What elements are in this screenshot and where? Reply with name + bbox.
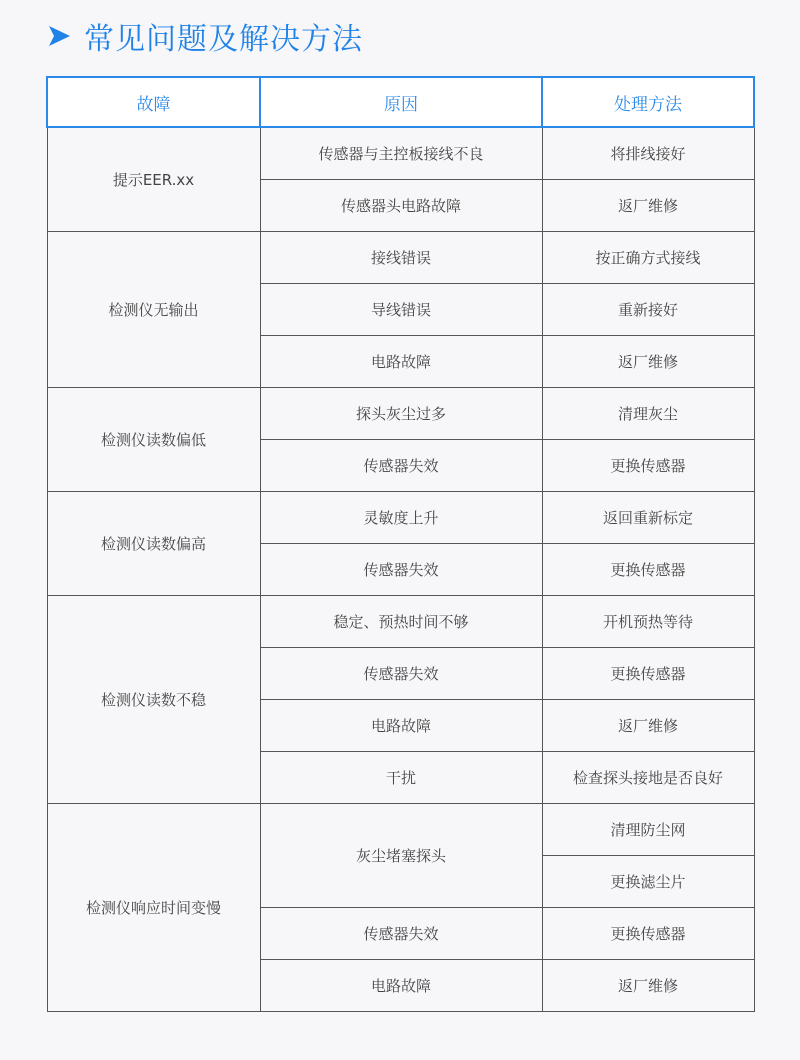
cause-cell: 接线错误 bbox=[260, 232, 542, 284]
solution-cell: 返厂维修 bbox=[542, 700, 754, 752]
table-row bbox=[47, 127, 754, 180]
table-header-row bbox=[47, 77, 754, 127]
fault-cell: 检测仪读数偏高 bbox=[47, 492, 260, 596]
cause-cell: 传感器与主控板接线不良 bbox=[260, 127, 542, 180]
solution-cell: 开机预热等待 bbox=[542, 596, 754, 648]
header-fault: 故障 bbox=[47, 77, 260, 127]
solution-cell: 更换传感器 bbox=[542, 544, 754, 596]
section-header bbox=[46, 14, 363, 58]
solution-cell: 返回重新标定 bbox=[542, 492, 754, 544]
cause-cell: 稳定、预热时间不够 bbox=[260, 596, 542, 648]
fault-cell: 检测仪读数不稳 bbox=[47, 596, 260, 804]
cause-cell: 探头灰尘过多 bbox=[260, 388, 542, 440]
solution-cell: 更换传感器 bbox=[542, 648, 754, 700]
solution-cell: 更换滤尘片 bbox=[542, 856, 754, 908]
cause-cell: 导线错误 bbox=[260, 284, 542, 336]
page-title: 常见问题及解决方法 bbox=[84, 22, 363, 57]
cause-cell: 传感器失效 bbox=[260, 440, 542, 492]
cause-cell: 传感器失效 bbox=[260, 544, 542, 596]
solution-cell: 返厂维修 bbox=[542, 960, 754, 1012]
cause-cell: 传感器失效 bbox=[260, 908, 542, 960]
solution-cell: 按正确方式接线 bbox=[542, 232, 754, 284]
faq-table bbox=[46, 76, 755, 1012]
solution-cell: 清理灰尘 bbox=[542, 388, 754, 440]
solution-cell: 检查探头接地是否良好 bbox=[542, 752, 754, 804]
cause-cell: 干扰 bbox=[260, 752, 542, 804]
table-row bbox=[47, 596, 754, 648]
table-row bbox=[47, 804, 754, 856]
table-row bbox=[47, 492, 754, 544]
solution-cell: 更换传感器 bbox=[542, 908, 754, 960]
cause-cell: 电路故障 bbox=[260, 700, 542, 752]
table-row bbox=[47, 388, 754, 440]
cause-cell: 灵敏度上升 bbox=[260, 492, 542, 544]
header-solution: 处理方法 bbox=[542, 77, 754, 127]
play-arrow-icon bbox=[46, 23, 72, 49]
table-row bbox=[47, 232, 754, 284]
cause-cell: 电路故障 bbox=[260, 960, 542, 1012]
cause-cell: 灰尘堵塞探头 bbox=[260, 804, 542, 908]
cause-cell: 传感器头电路故障 bbox=[260, 180, 542, 232]
fault-cell: 提示EER.xx bbox=[47, 127, 260, 232]
solution-cell: 将排线接好 bbox=[542, 127, 754, 180]
fault-cell: 检测仪无输出 bbox=[47, 232, 260, 388]
solution-cell: 清理防尘网 bbox=[542, 804, 754, 856]
solution-cell: 重新接好 bbox=[542, 284, 754, 336]
header-cause: 原因 bbox=[260, 77, 542, 127]
cause-cell: 电路故障 bbox=[260, 336, 542, 388]
fault-cell: 检测仪响应时间变慢 bbox=[47, 804, 260, 1012]
fault-cell: 检测仪读数偏低 bbox=[47, 388, 260, 492]
cause-cell: 传感器失效 bbox=[260, 648, 542, 700]
solution-cell: 返厂维修 bbox=[542, 336, 754, 388]
solution-cell: 更换传感器 bbox=[542, 440, 754, 492]
solution-cell: 返厂维修 bbox=[542, 180, 754, 232]
